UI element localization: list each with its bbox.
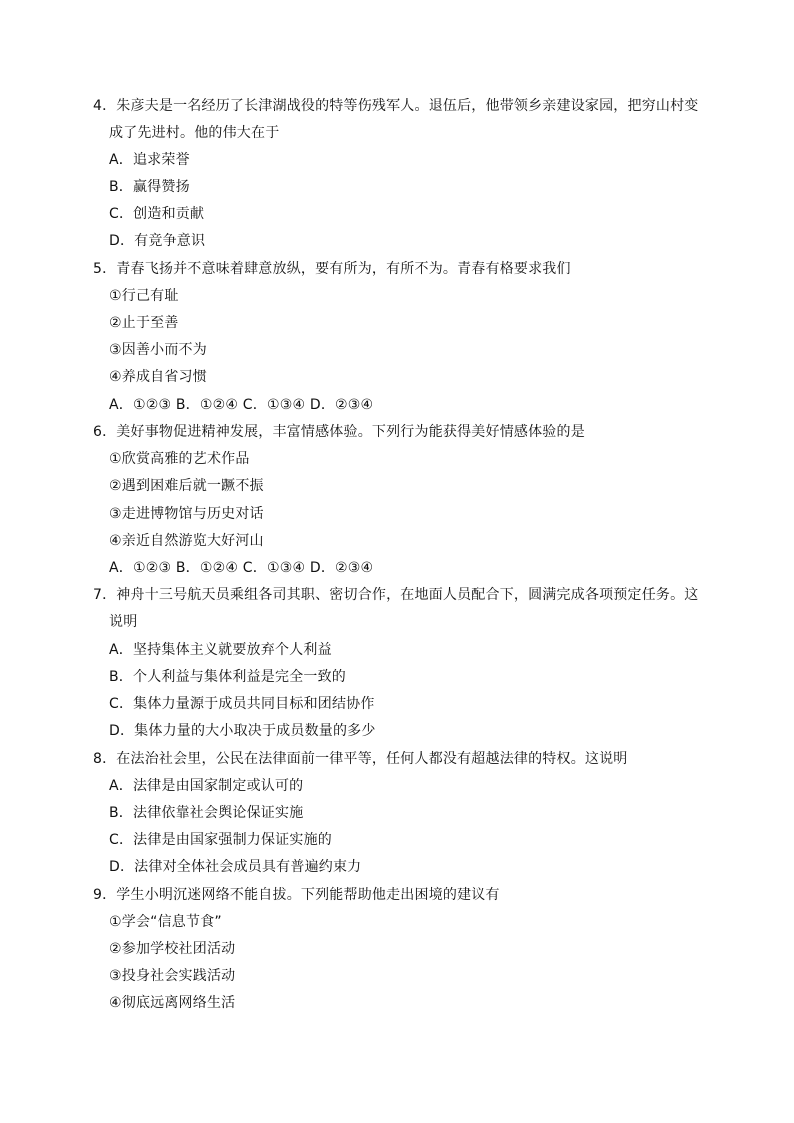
question-6-item-4: ④亲近自然游览大好河山 (109, 533, 264, 549)
question-7-option-c: C．集体力量源于成员共同目标和团结协作 (109, 696, 375, 712)
question-6-item-2: ②遇到困难后就一蹶不振 (109, 478, 264, 494)
question-4-stem-line-1: 4．朱彦夫是一名经历了长津湖战役的特等伤残军人。退伍后，他带领乡亲建设家园，把穷山村变 (93, 98, 699, 114)
question-8-option-c: C．法律是由国家强制力保证实施的 (109, 832, 332, 848)
question-6-stem: 6．美好事物促进精神发展，丰富情感体验。下列行为能获得美好情感体验的是 (93, 424, 585, 440)
question-9-item-1: ①学会“信息节食” (109, 914, 222, 930)
question-5-item-1: ①行己有耻 (109, 288, 179, 304)
question-5-item-3: ③因善小而不为 (109, 342, 207, 358)
question-5-options: A．①②③ B．①②④ C．①③④ D．②③④ (109, 397, 374, 413)
question-4-option-c: C．创造和贡献 (109, 206, 205, 222)
question-7-stem-line-1: 7．神舟十三号航天员乘组各司其职、密切合作，在地面人员配合下，圆满完成各项预定任务。这 (93, 587, 699, 603)
question-7-option-d: D．集体力量的大小取决于成员数量的多少 (109, 723, 376, 739)
question-8-option-a: A．法律是由国家制定或认可的 (109, 778, 304, 794)
question-5-item-2: ②止于至善 (109, 315, 179, 331)
question-6-item-1: ①欣赏高雅的艺术作品 (109, 451, 250, 467)
question-8-option-b: B．法律依靠社会舆论保证实施 (109, 805, 304, 821)
question-7-stem-line-2: 说明 (109, 614, 138, 630)
question-9-item-3: ③投身社会实践活动 (109, 968, 236, 984)
question-9-item-2: ②参加学校社团活动 (109, 941, 236, 957)
question-4-stem-line-2: 成了先进村。他的伟大在于 (109, 125, 280, 141)
question-4-option-b: B．赢得赞扬 (109, 179, 190, 195)
question-4-option-d: D．有竞争意识 (109, 233, 206, 249)
question-7-option-b: B．个人利益与集体利益是完全一致的 (109, 669, 347, 685)
question-7-option-a: A．坚持集体主义就要放弃个人利益 (109, 642, 332, 658)
question-8-option-d: D．法律对全体社会成员具有普遍约束力 (109, 859, 362, 875)
question-5-stem: 5．青春飞扬并不意味着肆意放纵，要有所为，有所不为。青春有格要求我们 (93, 261, 571, 277)
question-9-stem: 9．学生小明沉迷网络不能自拔。下列能帮助他走出困境的建议有 (93, 887, 500, 903)
question-9-item-4: ④彻底远离网络生活 (109, 995, 236, 1011)
question-8-stem: 8．在法治社会里，公民在法律面前一律平等，任何人都没有超越法律的特权。这说明 (93, 751, 628, 767)
question-4-option-a: A．追求荣誉 (109, 152, 190, 168)
question-6-item-3: ③走进博物馆与历史对话 (109, 506, 264, 522)
question-6-options: A．①②③ B．①②④ C．①③④ D．②③④ (109, 560, 374, 576)
question-5-item-4: ④养成自省习惯 (109, 369, 207, 385)
